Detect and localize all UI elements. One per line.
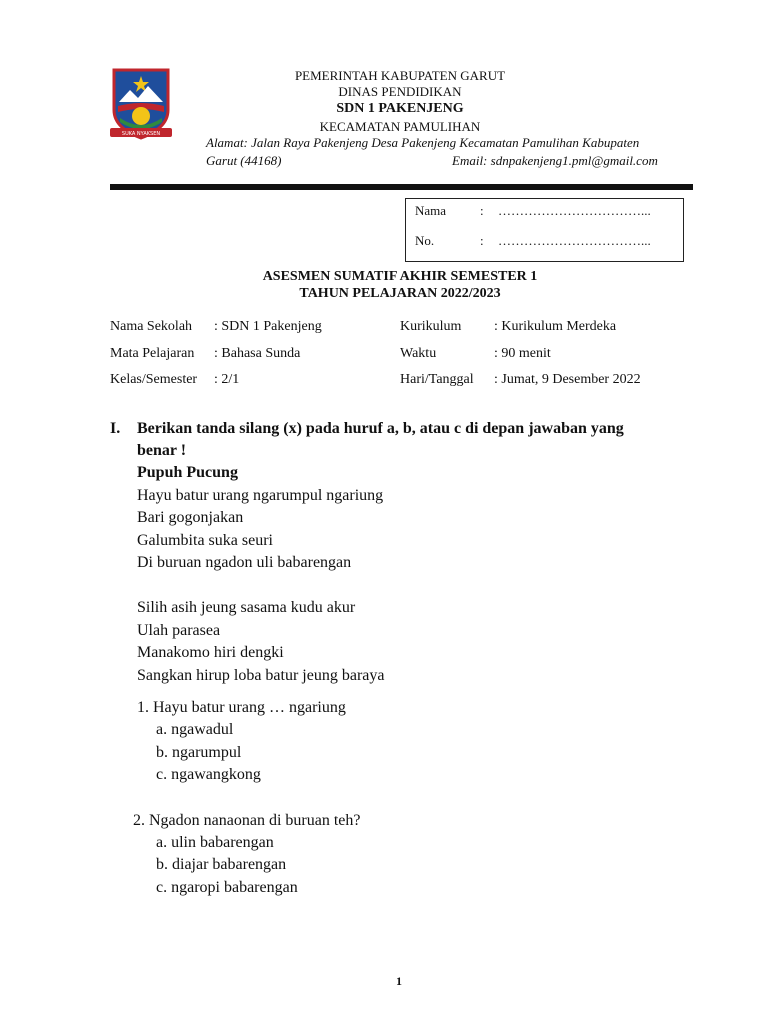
logo-text: SUKA NYAKSEN	[121, 131, 161, 137]
number-field[interactable]: ……………………………...	[498, 233, 651, 248]
date-value: : Jumat, 9 Desember 2022	[494, 372, 641, 387]
poem-line: Di buruan ngadon uli babarengan	[137, 554, 352, 571]
school-logo	[108, 66, 174, 144]
name-separator: :	[480, 203, 484, 218]
header-department: DINAS PENDIDIKAN	[338, 84, 462, 99]
poem-line: Hayu batur urang ngarumpul ngariung	[137, 487, 384, 504]
curriculum-label: Kurikulum	[400, 319, 462, 334]
poem-line: Silih asih jeung sasama kudu akur	[137, 599, 356, 616]
header-school: SDN 1 PAKENJENG	[336, 101, 464, 116]
header-government: PEMERINTAH KABUPATEN GARUT	[294, 68, 506, 83]
exam-title: ASESMEN SUMATIF AKHIR SEMESTER 1	[262, 269, 538, 284]
class-label: Kelas/Semester	[110, 372, 198, 387]
question-1: 1. Hayu batur urang … ngariung	[137, 699, 346, 716]
question-1-option-c[interactable]: c. ngawangkong	[156, 766, 261, 783]
poem-line: Galumbita suka seuri	[137, 532, 273, 549]
header-postal: Garut (44168)	[206, 153, 282, 168]
school-label: Nama Sekolah	[110, 319, 193, 334]
class-value: : 2/1	[214, 372, 240, 387]
question-2-option-c[interactable]: c. ngaropi babarengan	[156, 879, 298, 896]
name-label: Nama	[415, 203, 447, 218]
header-address: Alamat: Jalan Raya Pakenjeng Desa Pakenjeng Kecamatan Pamulihan Kabupaten	[206, 135, 640, 150]
question-2-option-a[interactable]: a. ulin babarengan	[156, 834, 274, 851]
time-value: : 90 menit	[494, 346, 551, 361]
letterhead-divider	[110, 184, 693, 190]
poem-line: Sangkan hirup loba batur jeung baraya	[137, 667, 385, 684]
name-field[interactable]: ……………………………...	[498, 203, 651, 218]
subject-value: : Bahasa Sunda	[214, 346, 301, 361]
number-label: No.	[415, 233, 435, 248]
instruction-line-2: benar !	[137, 442, 187, 459]
time-label: Waktu	[400, 346, 437, 361]
date-label: Hari/Tanggal	[400, 372, 474, 387]
question-1-option-b[interactable]: b. ngarumpul	[156, 744, 242, 761]
poem-line: Ulah parasea	[137, 622, 221, 639]
poem-line: Bari gogonjakan	[137, 509, 244, 526]
header-district: KECAMATAN PAMULIHAN	[319, 119, 481, 134]
poem-line: Manakomo hiri dengki	[137, 644, 284, 661]
header-email: Email: sdnpakenjeng1.pml@gmail.com	[452, 153, 658, 168]
instruction-line-1: Berikan tanda silang (x) pada huruf a, b, atau c di depan jawaban yang	[137, 420, 624, 437]
section-numeral: I.	[110, 420, 121, 437]
student-id-box	[405, 198, 684, 262]
school-value: : SDN 1 Pakenjeng	[214, 319, 322, 334]
exam-year: TAHUN PELAJARAN 2022/2023	[299, 286, 501, 301]
question-2: 2. Ngadon nanaonan di buruan teh?	[133, 812, 361, 829]
page-number: 1	[396, 974, 402, 988]
poem-title: Pupuh Pucung	[137, 464, 238, 481]
number-separator: :	[480, 233, 484, 248]
subject-label: Mata Pelajaran	[110, 346, 195, 361]
question-2-option-b[interactable]: b. diajar babarengan	[156, 856, 287, 873]
curriculum-value: : Kurikulum Merdeka	[494, 319, 617, 334]
question-1-option-a[interactable]: a. ngawadul	[156, 721, 234, 738]
